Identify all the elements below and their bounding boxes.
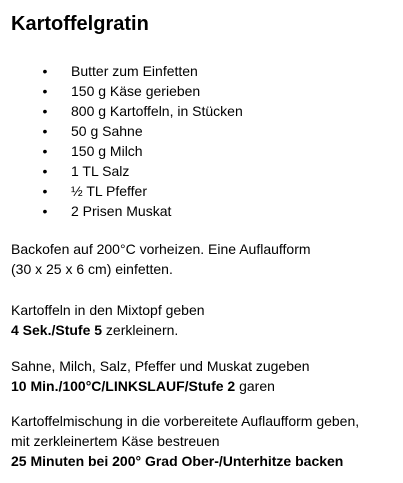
step-text: zerkleinern. [102, 322, 179, 338]
bullet-icon: • [42, 163, 48, 179]
step-text: (30 x 25 x 6 cm) einfetten. [11, 261, 173, 277]
ingredient-text: 2 Prisen Muskat [71, 203, 172, 219]
bullet-icon: • [42, 63, 48, 79]
ingredient-text: 800 g Kartoffeln, in Stücken [71, 103, 243, 119]
step-setting: 4 Sek./Stufe 5 [11, 322, 103, 338]
ingredient-text: 50 g Sahne [71, 123, 143, 139]
step-cook [11, 356, 310, 396]
recipe-title: Kartoffelgratin [11, 13, 149, 35]
bullet-icon: • [42, 183, 48, 199]
bullet-icon: • [42, 143, 48, 159]
step-setting: 25 Minuten bei 200° Grad Ober-/Unterhitze backen [11, 453, 344, 469]
ingredient-text: ½ TL Pfeffer [71, 183, 148, 199]
ingredient-text: 1 TL Salz [71, 163, 130, 179]
step-text: garen [235, 378, 275, 394]
step-text: mit zerkleinertem Käse bestreuen [11, 433, 220, 449]
step-setting: 10 Min./100°C/LINKSLAUF/Stufe 2 [11, 378, 236, 394]
step-bake [11, 411, 359, 471]
step-setting-line [11, 376, 310, 396]
bullet-icon: • [42, 103, 48, 119]
ingredient-text: 150 g Käse gerieben [71, 83, 201, 99]
ingredient-text: 150 g Milch [71, 143, 143, 159]
step-setting-line [11, 320, 205, 340]
step-text: Kartoffelmischung in die vorbereitete Auflaufform geben, [11, 413, 360, 429]
step-text: Sahne, Milch, Salz, Pfeffer und Muskat zugeben [11, 358, 310, 374]
step-text: Kartoffeln in den Mixtopf geben [11, 302, 205, 318]
bullet-icon: • [42, 123, 48, 139]
bullet-icon: • [42, 83, 48, 99]
step-text: Backofen auf 200°C vorheizen. Eine Auflaufform [11, 241, 311, 257]
ingredient-text: Butter zum Einfetten [71, 63, 198, 79]
step-chop-potatoes [11, 300, 205, 340]
bullet-icon: • [42, 203, 48, 219]
step-preheat [11, 239, 311, 279]
